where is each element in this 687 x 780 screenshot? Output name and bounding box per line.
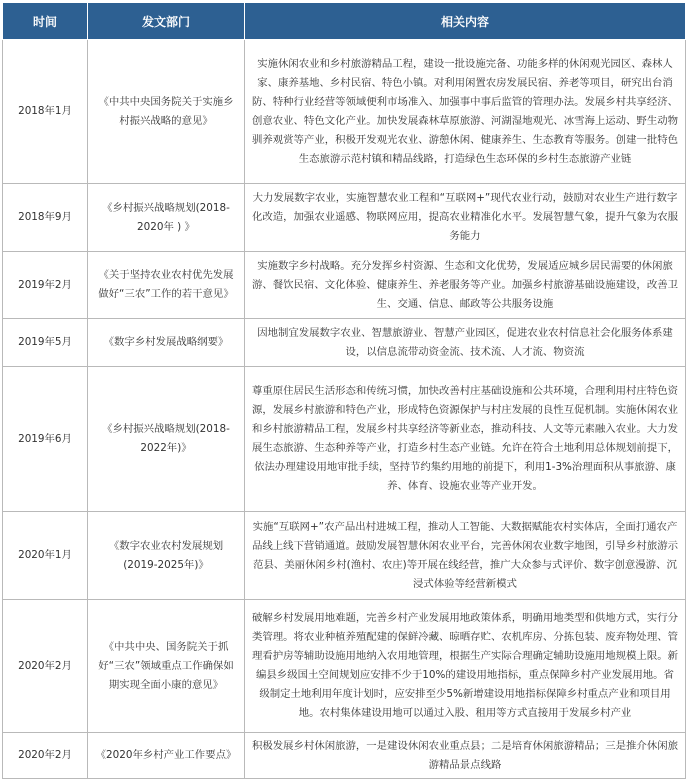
row-date: 2018年9月 [3, 184, 88, 252]
row-content: 因地制宜发展数字农业、智慧旅游业、智慧产业园区，促进农业农村信息社会化服务体系建设，以信息流带动资金流、技术流、人才流、物资流 [245, 319, 686, 367]
table-header-row [3, 3, 686, 40]
row-date: 2020年2月 [3, 733, 88, 779]
row-content: 破解乡村发展用地难题，完善乡村产业发展用地政策体系，明确用地类型和供地方式，实行分类管理。将农业种植养殖配建的保鲜冷藏、晾晒存贮、农机库房、分拣包装、废弃物处理、管理看护房等辅助设施用地纳入农用地管理，根据生产实际合理确定辅助设施用地规模上限。新编县乡级国土空间规划应安排不少于10%的建设用地指标，重点保障乡村产业发展用地。省级制定土地利用年度计划时，应安排至少5%新增建设用地指标保障乡村重点产业和项目用地。农村集体建设用地可以通过入股、租用等方式直接用于发展乡村产业 [245, 600, 686, 733]
policy-table [2, 2, 686, 779]
row-content: 尊重原住居民生活形态和传统习惯，加快改善村庄基础设施和公共环境，合理利用村庄特色资源，发展乡村旅游和特色产业，形成特色资源保护与村庄发展的良性互促机制。实施休闲农业和乡村旅游精品工程，发展乡村共享经济等新业态，推动科技、人文等元素融入农业。大力发展生态旅游、生态种养等产业，打造乡村生态产业链。允许在符合土地利用总体规划前提下，依法办理建设用地审批手续，坚持节约集约用地的前提下，利用1-3%治理面积从事旅游、康养、体育、设施农业等产业开发。 [245, 367, 686, 512]
table-row [3, 319, 686, 367]
row-department: 《2020年乡村产业工作要点》 [88, 733, 245, 779]
table-row [3, 40, 686, 184]
table-row [3, 512, 686, 600]
row-date: 2018年1月 [3, 40, 88, 184]
row-department: 《关于坚持农业农村优先发展做好“三农”工作的若干意见》 [88, 252, 245, 319]
table-row [3, 733, 686, 779]
table-row [3, 600, 686, 733]
row-department: 《乡村振兴战略规划(2018-2022年)》 [88, 367, 245, 512]
row-date: 2020年1月 [3, 512, 88, 600]
table-row [3, 367, 686, 512]
table-row [3, 184, 686, 252]
row-content: 实施数字乡村战略。充分发挥乡村资源、生态和文化优势，发展适应城乡居民需要的休闲旅游、餐饮民宿、文化体验、健康养生、养老服务等产业。加强乡村旅游基础设施建设，改善卫生、交通、信息、邮政等公共服务设施 [245, 252, 686, 319]
row-department: 《数字乡村发展战略纲要》 [88, 319, 245, 367]
row-department: 《数字农业农村发展规划(2019-2025年)》 [88, 512, 245, 600]
row-date: 2019年2月 [3, 252, 88, 319]
header-department: 发文部门 [88, 3, 245, 40]
row-department: 《乡村振兴战略规划(2018-2020年 ) 》 [88, 184, 245, 252]
row-content: 实施休闲农业和乡村旅游精品工程，建设一批设施完备、功能多样的休闲观光园区、森林人家、康养基地、乡村民宿、特色小镇。对利用闲置农房发展民宿、养老等项目，研究出台消防、特种行业经营等领域便利市场准入、加强事中事后监管的管理办法。发展乡村共享经济、创意农业、特色文化产业。加快发展森林草原旅游、河湖湿地观光、冰雪海上运动、野生动物驯养观赏等产业，积极开发观光农业、游憩休闲、健康养生、生态教育等服务。创建一批特色生态旅游示范村镇和精品线路，打造绿色生态环保的乡村生态旅游产业链 [245, 40, 686, 184]
row-date: 2019年6月 [3, 367, 88, 512]
row-content: 实施“互联网+”农产品出村进城工程，推动人工智能、大数据赋能农村实体店，全面打通农产品线上线下营销通道。鼓励发展智慧休闲农业平台，完善休闲农业数字地图，引导乡村旅游示范县、美丽休闲乡村(渔村、农庄)等开展在线经营，推广大众参与式评价、数字创意漫游、沉浸式体验等经营新模式 [245, 512, 686, 600]
table-row [3, 252, 686, 319]
row-content: 大力发展数字农业，实施智慧农业工程和“互联网+”现代农业行动，鼓励对农业生产进行数字化改造，加强农业遥感、物联网应用，提高农业精准化水平。发展智慧气象，提升气象为农服务能力 [245, 184, 686, 252]
header-content: 相关内容 [245, 3, 686, 40]
row-date: 2020年2月 [3, 600, 88, 733]
header-time: 时间 [3, 3, 88, 40]
row-department: 《中共中央、国务院关于抓好“三农”领域重点工作确保如期实现全面小康的意见》 [88, 600, 245, 733]
row-content: 积极发展乡村休闲旅游，一是建设休闲农业重点县；二是培育休闲旅游精品；三是推介休闲旅游精品景点线路 [245, 733, 686, 779]
row-date: 2019年5月 [3, 319, 88, 367]
row-department: 《中共中央国务院关于实施乡村振兴战略的意见》 [88, 40, 245, 184]
